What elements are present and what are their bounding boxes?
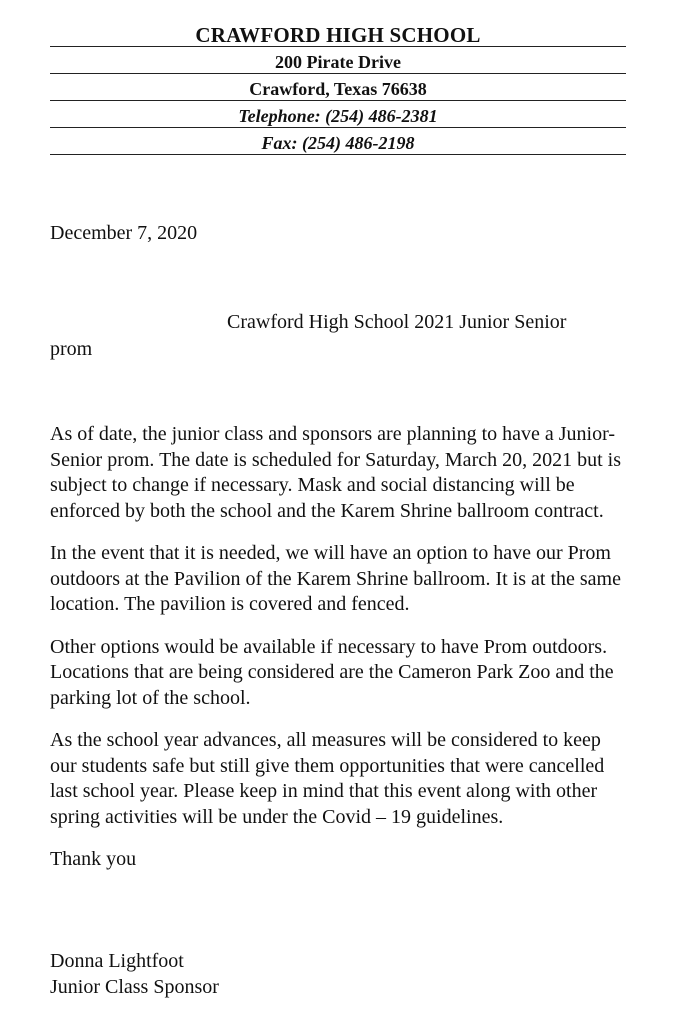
subject-line-2: prom bbox=[50, 338, 93, 360]
body-paragraph-2: In the event that it is needed, we will have an option to have our Prom outdoors at the Pavilion of the Karem Shrine ballroom. It is at the same location. The pavilion is covered and fenced. bbox=[50, 542, 621, 615]
street-address: 200 Pirate Drive bbox=[50, 51, 626, 74]
closing: Thank you bbox=[50, 848, 137, 870]
signer-title: Junior Class Sponsor bbox=[50, 976, 219, 998]
letter-body bbox=[50, 422, 630, 890]
telephone-number: Telephone: (254) 486-2381 bbox=[50, 105, 626, 128]
signer-name: Donna Lightfoot bbox=[50, 950, 184, 972]
fax-number: Fax: (254) 486-2198 bbox=[50, 132, 626, 155]
city-state-zip: Crawford, Texas 76638 bbox=[50, 78, 626, 101]
body-paragraph-4: As the school year advances, all measures will be considered to keep our students safe but still give them opportunities that were cancelled last school year. Please keep in mind that this event along with other spring activities will be under the Covid – 19 guidelines. bbox=[50, 729, 605, 828]
letter-subject bbox=[50, 309, 620, 363]
letter-date: December 7, 2020 bbox=[50, 222, 198, 244]
letterhead bbox=[50, 22, 626, 155]
subject-line-1: Crawford High School 2021 Junior Senior bbox=[227, 311, 567, 333]
body-paragraph-1: As of date, the junior class and sponsors are planning to have a Junior-Senior prom. The date is scheduled for Saturday, March 20, 2021 but is subject to change if necessary. Mask and social distancing will be enforced by both the school and the Karem Shrine ballroom contract. bbox=[50, 423, 621, 522]
school-name: CRAWFORD HIGH SCHOOL bbox=[50, 22, 626, 47]
body-paragraph-3: Other options would be available if necessary to have Prom outdoors. Locations that are being considered are the Cameron Park Zoo and the parking lot of the school. bbox=[50, 635, 614, 709]
signature-block bbox=[50, 948, 219, 1000]
